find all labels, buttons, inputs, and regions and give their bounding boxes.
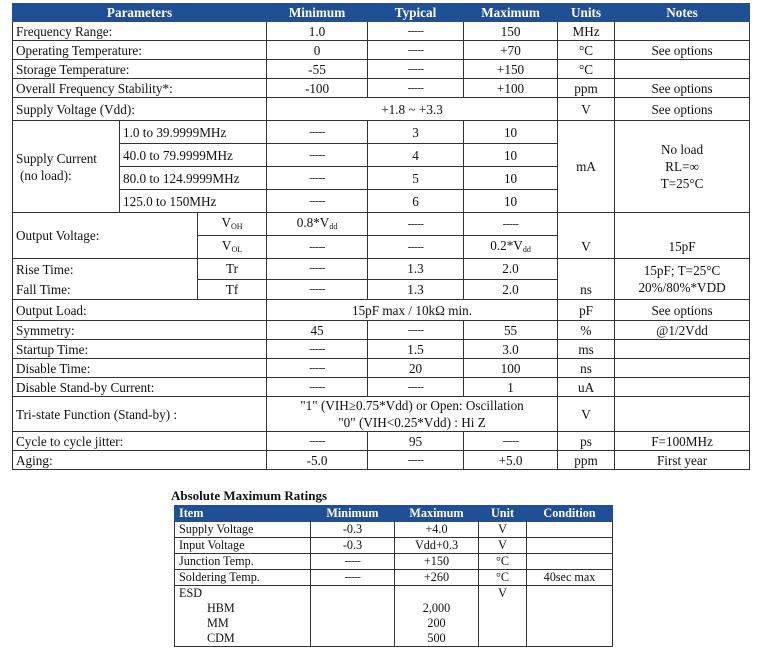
voh-min-text: 0.8*V bbox=[296, 214, 330, 230]
vol-symbol bbox=[198, 236, 267, 259]
amr-esd-row bbox=[175, 586, 613, 647]
vol-symbol-sub: OL bbox=[231, 244, 243, 254]
max-value: 3.0 bbox=[464, 340, 558, 359]
row-operating-temperature bbox=[13, 41, 750, 60]
amr-esd-label: ESD bbox=[179, 586, 203, 600]
typ-value: 4 bbox=[368, 144, 464, 167]
amr-max: +260 bbox=[395, 570, 479, 586]
max-value: +150 bbox=[464, 60, 558, 79]
voh-symbol bbox=[198, 213, 267, 236]
typ-value: ----- bbox=[368, 79, 464, 98]
min-value: ----- bbox=[267, 279, 368, 300]
vol-typ: ----- bbox=[368, 236, 464, 259]
min-value: ----- bbox=[267, 121, 368, 144]
param-label: Rise Time: bbox=[13, 259, 198, 280]
amr-header-row bbox=[175, 506, 613, 522]
param-label: Overall Frequency Stability*: bbox=[13, 79, 267, 98]
amr-esd-min bbox=[311, 586, 395, 647]
tristate-description bbox=[267, 397, 558, 432]
param-label: Cycle to cycle jitter: bbox=[13, 432, 267, 451]
vol-min: ----- bbox=[267, 236, 368, 259]
vol-max-sub: dd bbox=[522, 244, 531, 254]
min-value: ----- bbox=[267, 167, 368, 190]
max-value: 2.0 bbox=[464, 279, 558, 300]
absolute-maximum-ratings-table bbox=[174, 505, 613, 647]
amr-min: ----- bbox=[311, 554, 395, 570]
supply-current-label bbox=[13, 121, 120, 213]
amr-esd-item bbox=[175, 586, 311, 647]
typ-value: 6 bbox=[368, 190, 464, 213]
freq-range: 1.0 to 39.9999MHz bbox=[120, 121, 267, 144]
max-value: 100 bbox=[464, 359, 558, 378]
amr-header-unit: Unit bbox=[479, 506, 527, 522]
unit: pF bbox=[558, 300, 615, 321]
typ-value: ----- bbox=[368, 378, 464, 397]
header-minimum: Minimum bbox=[267, 4, 368, 22]
param-label: Disable Stand-by Current: bbox=[13, 378, 267, 397]
amr-esd-max bbox=[395, 586, 479, 647]
note-line: 20%/80%*VDD bbox=[638, 280, 726, 295]
row-frequency-stability bbox=[13, 79, 750, 98]
amr-row bbox=[175, 554, 613, 570]
min-value: ----- bbox=[267, 378, 368, 397]
max-value: 150 bbox=[464, 22, 558, 41]
min-value: ----- bbox=[267, 432, 368, 451]
row-disable-time bbox=[13, 359, 750, 378]
max-value: 1 bbox=[464, 378, 558, 397]
value-span: +1.8 ~ +3.3 bbox=[267, 98, 558, 121]
amr-item: Junction Temp. bbox=[175, 554, 311, 570]
amr-esd-sub: CDM bbox=[207, 631, 235, 645]
note bbox=[615, 121, 750, 213]
header-notes: Notes bbox=[615, 4, 750, 22]
max-value: 10 bbox=[464, 144, 558, 167]
unit: °C bbox=[558, 41, 615, 60]
param-label: Output Load: bbox=[13, 300, 267, 321]
param-label: Output Voltage: bbox=[13, 213, 198, 259]
note: F=100MHz bbox=[615, 432, 750, 451]
min-value: -100 bbox=[267, 79, 368, 98]
typ-value: ----- bbox=[368, 451, 464, 470]
unit-blank bbox=[558, 213, 615, 236]
amr-row bbox=[175, 570, 613, 586]
unit: V bbox=[558, 98, 615, 121]
amr-min: -0.3 bbox=[311, 522, 395, 538]
min-value: ----- bbox=[267, 190, 368, 213]
min-value: ----- bbox=[267, 144, 368, 167]
amr-min: ----- bbox=[311, 570, 395, 586]
symbol: Tr bbox=[198, 259, 267, 280]
note bbox=[615, 259, 750, 300]
unit: ns bbox=[558, 359, 615, 378]
header-typical: Typical bbox=[368, 4, 464, 22]
amr-cond bbox=[527, 522, 613, 538]
row-supply-voltage bbox=[13, 98, 750, 121]
voh-symbol-sub: OH bbox=[231, 221, 243, 231]
min-value: ----- bbox=[267, 340, 368, 359]
typ-value: 20 bbox=[368, 359, 464, 378]
typ-value: 1.3 bbox=[368, 279, 464, 300]
typ-value: 1.5 bbox=[368, 340, 464, 359]
amr-esd-value: 200 bbox=[427, 616, 446, 630]
unit: MHz bbox=[558, 22, 615, 41]
voh-min-sub: dd bbox=[329, 221, 338, 231]
amr-row bbox=[175, 522, 613, 538]
note bbox=[615, 359, 750, 378]
max-value: 55 bbox=[464, 321, 558, 340]
amr-row bbox=[175, 538, 613, 554]
note: See options bbox=[615, 98, 750, 121]
amr-unit: V bbox=[479, 522, 527, 538]
typ-value: 95 bbox=[368, 432, 464, 451]
amr-header-maximum: Maximum bbox=[395, 506, 479, 522]
freq-range: 80.0 to 124.9999MHz bbox=[120, 167, 267, 190]
typ-value: 5 bbox=[368, 167, 464, 190]
specification-table bbox=[12, 3, 750, 470]
voh-typ: ----- bbox=[368, 213, 464, 236]
max-value: 10 bbox=[464, 121, 558, 144]
amr-cond: 40sec max bbox=[527, 570, 613, 586]
header-maximum: Maximum bbox=[464, 4, 558, 22]
amr-header-condition: Condition bbox=[527, 506, 613, 522]
voh-max: ----- bbox=[464, 213, 558, 236]
typ-value: ----- bbox=[368, 41, 464, 60]
amr-esd-value: 500 bbox=[427, 631, 446, 645]
row-frequency-range bbox=[13, 22, 750, 41]
max-value: 10 bbox=[464, 167, 558, 190]
amr-header-minimum: Minimum bbox=[311, 506, 395, 522]
amr-min: -0.3 bbox=[311, 538, 395, 554]
param-label: Startup Time: bbox=[13, 340, 267, 359]
note-line: 15pF; T=25°C bbox=[643, 263, 721, 278]
value-span: 15pF max / 10kΩ min. bbox=[267, 300, 558, 321]
min-value: 45 bbox=[267, 321, 368, 340]
param-label: Fall Time: bbox=[13, 279, 198, 300]
unit-blank bbox=[558, 259, 615, 280]
amr-esd-unit: V bbox=[479, 586, 527, 647]
typ-value: ----- bbox=[368, 22, 464, 41]
param-label: Storage Temperature: bbox=[13, 60, 267, 79]
row-output-voltage-voh bbox=[13, 213, 750, 236]
amr-item: Supply Voltage bbox=[175, 522, 311, 538]
param-label: Supply Voltage (Vdd): bbox=[13, 98, 267, 121]
min-value: -55 bbox=[267, 60, 368, 79]
note bbox=[615, 397, 750, 432]
max-value: 2.0 bbox=[464, 259, 558, 280]
param-label: Frequency Range: bbox=[13, 22, 267, 41]
row-tristate bbox=[13, 397, 750, 432]
amr-unit: °C bbox=[479, 554, 527, 570]
min-value: ----- bbox=[267, 359, 368, 378]
unit: % bbox=[558, 321, 615, 340]
typ-value: 1.3 bbox=[368, 259, 464, 280]
note bbox=[615, 340, 750, 359]
max-value: +5.0 bbox=[464, 451, 558, 470]
amr-cond bbox=[527, 538, 613, 554]
typ-value: ----- bbox=[368, 321, 464, 340]
typ-value: 3 bbox=[368, 121, 464, 144]
typ-value: ----- bbox=[368, 60, 464, 79]
unit: ppm bbox=[558, 79, 615, 98]
min-value: -5.0 bbox=[267, 451, 368, 470]
amr-item: Soldering Temp. bbox=[175, 570, 311, 586]
vol-symbol-text: V bbox=[221, 237, 232, 253]
row-rise-time bbox=[13, 259, 750, 280]
row-output-load bbox=[13, 300, 750, 321]
note bbox=[615, 378, 750, 397]
param-label: Tri-state Function (Stand-by) : bbox=[13, 397, 267, 432]
unit: ps bbox=[558, 432, 615, 451]
max-value: ----- bbox=[464, 432, 558, 451]
note: See options bbox=[615, 79, 750, 98]
row-jitter bbox=[13, 432, 750, 451]
note: First year bbox=[615, 451, 750, 470]
tristate-line: "0" (VIH<0.25*Vdd) : Hi Z bbox=[338, 415, 486, 430]
param-label: Disable Time: bbox=[13, 359, 267, 378]
unit: V bbox=[558, 236, 615, 259]
row-supply-current-1 bbox=[13, 121, 750, 144]
note-line: T=25°C bbox=[660, 176, 704, 191]
min-value: 0 bbox=[267, 41, 368, 60]
amr-unit: V bbox=[479, 538, 527, 554]
amr-esd-value: 2,000 bbox=[422, 601, 451, 615]
voh-symbol-text: V bbox=[221, 214, 231, 230]
vol-max-text: 0.2*V bbox=[490, 237, 523, 253]
supply-current-label-line2: (no load): bbox=[20, 167, 72, 183]
header-row bbox=[13, 4, 750, 22]
note bbox=[615, 60, 750, 79]
amr-esd-sub: HBM bbox=[207, 601, 235, 615]
note-line: RL=∞ bbox=[665, 159, 699, 174]
amr-unit: °C bbox=[479, 570, 527, 586]
min-value: ----- bbox=[267, 259, 368, 280]
amr-title: Absolute Maximum Ratings bbox=[171, 488, 328, 503]
header-parameters: Parameters bbox=[13, 4, 267, 22]
max-value: 10 bbox=[464, 190, 558, 213]
param-label: Operating Temperature: bbox=[13, 41, 267, 60]
symbol: Tf bbox=[198, 279, 267, 300]
row-storage-temperature bbox=[13, 60, 750, 79]
amr-header-item: Item bbox=[175, 506, 311, 522]
unit: ns bbox=[558, 279, 615, 300]
note: 15pF bbox=[615, 236, 750, 259]
row-symmetry bbox=[13, 321, 750, 340]
note-blank bbox=[615, 213, 750, 236]
note: See options bbox=[615, 300, 750, 321]
unit: ppm bbox=[558, 451, 615, 470]
supply-current-label-line1: Supply Current bbox=[16, 150, 97, 166]
unit: uA bbox=[558, 378, 615, 397]
row-aging bbox=[13, 451, 750, 470]
voh-min bbox=[267, 213, 368, 236]
freq-range: 40.0 to 79.9999MHz bbox=[120, 144, 267, 167]
param-label: Aging: bbox=[13, 451, 267, 470]
row-standby-current bbox=[13, 378, 750, 397]
vol-max bbox=[464, 236, 558, 259]
freq-range: 125.0 to 150MHz bbox=[120, 190, 267, 213]
unit: mA bbox=[558, 121, 615, 213]
amr-max: +150 bbox=[395, 554, 479, 570]
amr-esd-sub: MM bbox=[207, 616, 229, 630]
row-startup-time bbox=[13, 340, 750, 359]
amr-esd-cond bbox=[527, 586, 613, 647]
param-label: Symmetry: bbox=[13, 321, 267, 340]
unit: °C bbox=[558, 60, 615, 79]
note: See options bbox=[615, 41, 750, 60]
note bbox=[615, 22, 750, 41]
amr-item: Input Voltage bbox=[175, 538, 311, 554]
tristate-line: "1" (VIH≥0.75*Vdd) or Open: Oscillation bbox=[300, 398, 524, 413]
amr-cond bbox=[527, 554, 613, 570]
header-units: Units bbox=[558, 4, 615, 22]
unit: ms bbox=[558, 340, 615, 359]
min-value: 1.0 bbox=[267, 22, 368, 41]
note: @1/2Vdd bbox=[615, 321, 750, 340]
max-value: +70 bbox=[464, 41, 558, 60]
note-line: No load bbox=[660, 142, 704, 157]
unit: V bbox=[558, 397, 615, 432]
max-value: +100 bbox=[464, 79, 558, 98]
amr-max: Vdd+0.3 bbox=[395, 538, 479, 554]
amr-max: +4.0 bbox=[395, 522, 479, 538]
